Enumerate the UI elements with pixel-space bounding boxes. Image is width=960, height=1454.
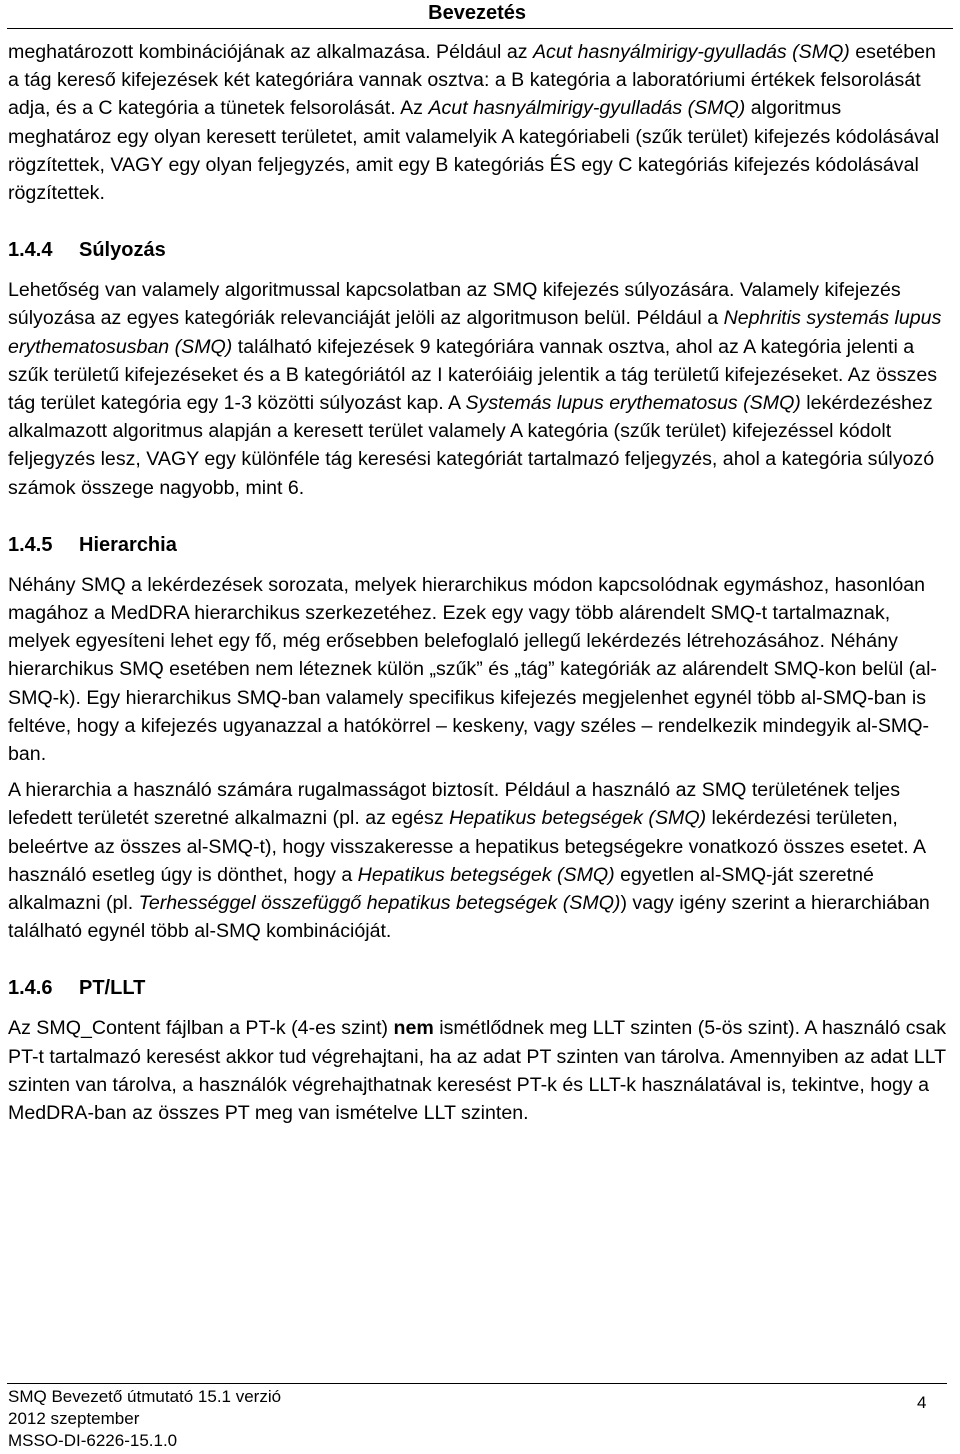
footer-doc-title: SMQ Bevezető útmutató 15.1 verzió bbox=[8, 1387, 282, 1406]
italic-term: Hepatikus betegségek (SMQ) bbox=[449, 807, 707, 830]
text: lekérdezési területen, beleértve az összes al-SMQ-t), hogy visszakeresse a hepatikus betegségekre vonatkozó összes esetet. A használó esetleg úgy is dönthet, hogy a bbox=[8, 807, 926, 886]
paragraph-hierarchy-2 bbox=[8, 776, 948, 945]
section-number: 1.4.4 bbox=[8, 239, 53, 262]
page-header bbox=[7, 0, 953, 29]
italic-term: Acut hasnyálmirigy-gyulladás (SMQ) bbox=[532, 41, 850, 63]
document-body bbox=[8, 38, 948, 1135]
italic-term: Nephritis systemás lupus erythematosusban (SMQ) bbox=[8, 307, 942, 358]
text: Lehetőség van valamely algoritmussal kapcsolatban az SMQ kifejezés súlyozására. Valamely kifejezés súlyozása az egyes kategóriák relevanciáját jelöli az algoritmuson belül. Például a bbox=[8, 279, 901, 330]
section-number: 1.4.6 bbox=[8, 977, 53, 1000]
paragraph-weighting bbox=[8, 276, 948, 502]
italic-term: Terhességgel összefüggő hepatikus betegségek (SMQ) bbox=[138, 892, 621, 915]
text: ismétlődnek meg LLT szinten (5-ös szint). A használó csak PT-t tartalmazó keresést akkor tud végrehajtani, ha az adat PT szinten van tárolva. Amennyiben az adat LLT szinten van tárolva, a használók végrehajthatnak keresést PT-k és LLT-k használatával is, tekintve, hogy a MedDRA-ban az összes PT meg van ismételve LLT szinten. bbox=[8, 1017, 947, 1125]
header-title: Bevezetés bbox=[428, 2, 526, 24]
text: Az SMQ_Content fájlban a PT-k (4-es szint) bbox=[8, 1017, 394, 1040]
text: található kifejezések 9 kategóriára vannak osztva, ahol az A kategória jelenti a szűk területű kifejezéseket és a B kategóriától az I kateróiáig jelentik a tág területű kifejezéseket. Az összes tág terület kategória egy 1-3 közötti súlyozást kap. A bbox=[8, 335, 938, 415]
section-number: 1.4.5 bbox=[8, 533, 53, 556]
section-heading-1-4-5 bbox=[8, 531, 948, 559]
text: meghatározott kombinációjának az alkalmazása. Például az bbox=[8, 41, 533, 63]
section-title: Súlyozás bbox=[79, 239, 166, 262]
paragraph-hierarchy-1: Néhány SMQ a lekérdezések sorozata, melyek hierarchikus módon kapcsolódnak egymáshoz, hasonlóan magához a MedDRA hierarchikus szerkezetéhez. Ezek egy vagy több alárendelt SMQ-t tartalmaznak, melyek egyesíteni lehet egy fő, még erősebben belefoglaló jellegű lekérdezés létrehozásához. Néhány hierarchikus SMQ esetében nem léteznek külön „szűk” és „tág” kategóriák az alárendelt SMQ-kon belül (al-SMQ-k). Egy hierarchikus SMQ-ban valamely specifikus kifejezés megjelenhet egynél több al-SMQ-ban is feltéve, hogy a kifejezés ugyanazzal a hatókörrel – keskeny, vagy széles – rendelkezik mindegyik al-SMQ-ban. bbox=[8, 573, 937, 766]
section-title: Hierarchia bbox=[79, 533, 177, 556]
section-title: PT/LLT bbox=[79, 977, 146, 1000]
text: esetében a tág kereső kifejezések két kategóriára vannak osztva: a B kategória a laboratóriumi értékek felsorolását adja, és a C kategória a tünetek felsorolását. Az bbox=[8, 41, 936, 120]
italic-term: Acut hasnyálmirigy-gyulladás (SMQ) bbox=[428, 97, 746, 120]
paragraph-pt-llt bbox=[8, 1014, 948, 1127]
page-footer bbox=[8, 1386, 281, 1452]
italic-term: Systemás lupus erythematosus (SMQ) bbox=[465, 392, 801, 415]
text: A hierarchia a használó számára rugalmasságot biztosít. Például a használó az SMQ területének teljes lefedett területét szeretné alkalmazni (pl. az egész bbox=[8, 779, 900, 830]
footer-doc-id: MSSO-DI-6226-15.1.0 bbox=[8, 1431, 178, 1450]
bold-word: nem bbox=[393, 1017, 434, 1040]
page-number: 4 bbox=[917, 1393, 927, 1412]
text: ) vagy igény szerint a hierarchiában található egynél több al-SMQ kombinációját. bbox=[8, 892, 930, 943]
italic-term: Hepatikus betegségek (SMQ) bbox=[357, 863, 615, 886]
footer-date: 2012 szeptember bbox=[8, 1409, 140, 1428]
text: lekérdezéshez alkalmazott algoritmus alapján a keresett terület valamely A kategória (szűk terület) kifejezéssel kódolt feljegyzés lesz, VAGY egy különféle tág keresési kategóriát tartalmazó feljegyzés, ahol a kategória súlyozó számok összege nagyobb, mint 6. bbox=[8, 392, 935, 499]
text: egyetlen al-SMQ-ját szeretné alkalmazni (pl. bbox=[8, 863, 874, 915]
section-heading-1-4-6 bbox=[8, 974, 948, 1002]
section-heading-1-4-4 bbox=[8, 236, 948, 264]
text: algoritmus meghatároz egy olyan keresett területet, amit valamelyik A kategóriabeli (szűk terület) kifejezés kódolásával rögzítettek, VAGY egy olyan feljegyzés, amit egy B kategóriás ÉS egy C kategóriás kifejezés kódolásával rögzítettek. bbox=[8, 97, 940, 205]
footer-divider bbox=[7, 1383, 947, 1384]
intro-paragraph bbox=[8, 38, 948, 207]
